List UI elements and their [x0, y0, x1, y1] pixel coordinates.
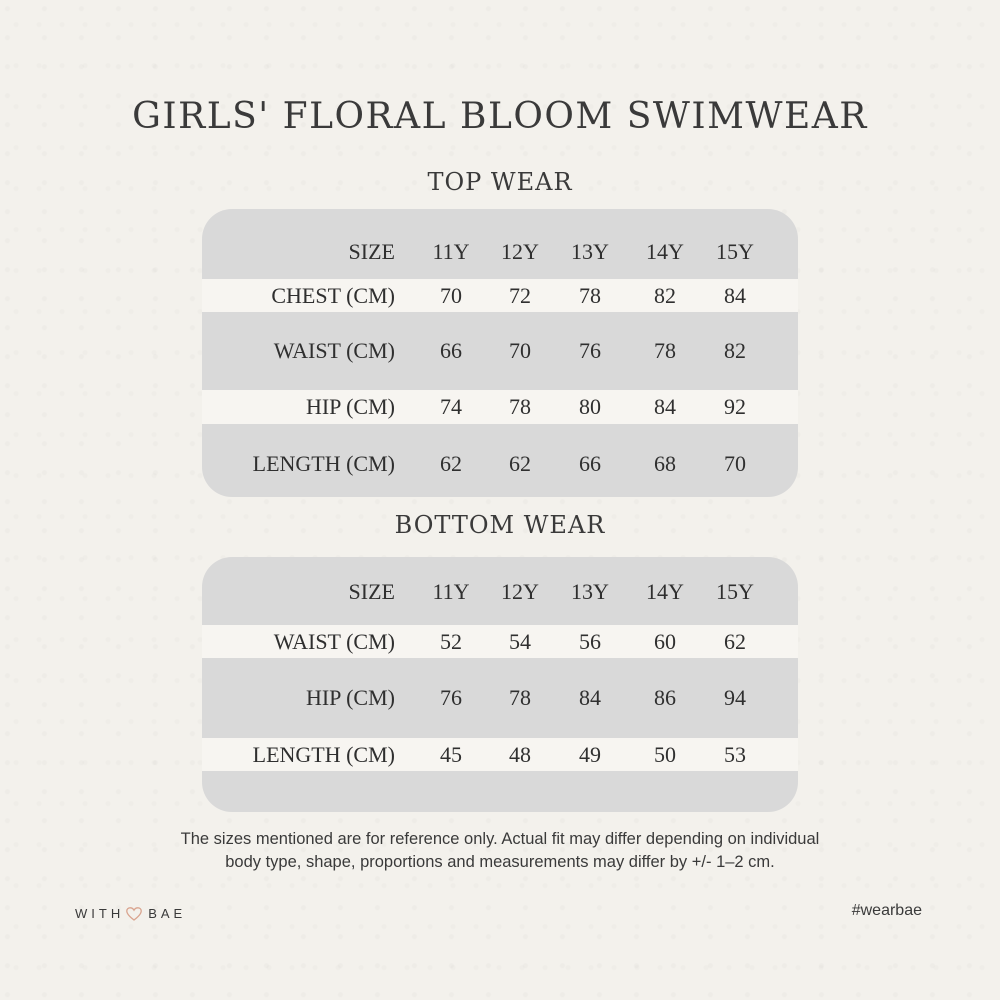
- size-header-cell: 15Y: [716, 579, 754, 604]
- table-cell: 50: [654, 741, 676, 767]
- table-cell: 62: [509, 451, 531, 476]
- table-row: [202, 312, 798, 390]
- size-header-cell: 13Y: [571, 579, 609, 604]
- row-label: WAIST (CM): [273, 628, 395, 654]
- brand-word-left: WITH: [75, 906, 125, 921]
- size-header-cell: 11Y: [432, 579, 470, 604]
- row-label: CHEST (CM): [271, 282, 395, 308]
- hashtag-text: #wearbae: [851, 902, 922, 919]
- table-cell: 53: [724, 741, 746, 767]
- table-cell: 78: [509, 685, 531, 710]
- table-row: [202, 424, 798, 497]
- size-header-cell: 12Y: [501, 239, 539, 264]
- heart-outline-icon: [126, 907, 142, 921]
- row-label: LENGTH (CM): [252, 741, 395, 767]
- size-header-cell: 14Y: [646, 239, 684, 264]
- row-label: HIP (CM): [305, 685, 395, 710]
- row-label: LENGTH (CM): [252, 451, 395, 476]
- size-header-label: SIZE: [348, 579, 395, 604]
- table-cell: 62: [440, 451, 462, 476]
- table-cell: 84: [654, 394, 676, 419]
- table-cell: 82: [654, 282, 676, 308]
- table-row: [202, 658, 798, 738]
- table-cell: 76: [579, 338, 601, 363]
- table-cell: 54: [509, 628, 531, 654]
- table-cell: 80: [579, 394, 601, 419]
- size-header-cell: 14Y: [646, 579, 684, 604]
- brand-word-right: BAE: [148, 906, 187, 921]
- size-header-cell: 13Y: [571, 239, 609, 264]
- table-cell: 56: [579, 628, 601, 654]
- table-cell: 86: [654, 685, 676, 710]
- bottom-wear-heading: BOTTOM WEAR: [394, 511, 606, 539]
- table-cell: 62: [724, 628, 746, 654]
- top-wear-table: [202, 209, 798, 497]
- table-cell: 49: [579, 741, 601, 767]
- table-cell: 84: [579, 685, 601, 710]
- table-cell: 66: [579, 451, 601, 476]
- size-header-cell: 12Y: [501, 579, 539, 604]
- table-cell: 84: [724, 282, 746, 308]
- disclaimer-text: [0, 828, 1000, 874]
- table-cell: 70: [440, 282, 462, 308]
- table-cell: 66: [440, 338, 462, 363]
- row-label: WAIST (CM): [273, 338, 395, 363]
- table-row: [202, 625, 798, 658]
- size-header-cell: 15Y: [716, 239, 754, 264]
- table-row: [202, 390, 798, 424]
- top-wear-heading: TOP WEAR: [427, 168, 573, 196]
- table-row: [202, 279, 798, 312]
- table-cell: 82: [724, 338, 746, 363]
- table-cell: 78: [579, 282, 601, 308]
- table-cell: 76: [440, 685, 462, 710]
- table-cell: 48: [509, 741, 531, 767]
- table-cell: 74: [440, 394, 462, 419]
- bottom-wear-table: [202, 557, 798, 812]
- table-cell: 70: [509, 338, 531, 363]
- table-header-row: [202, 567, 798, 617]
- table-cell: 92: [724, 394, 746, 419]
- table-cell: 78: [654, 338, 676, 363]
- table-cell: 60: [654, 628, 676, 654]
- table-cell: 72: [509, 282, 531, 308]
- size-header-cell: 11Y: [432, 239, 470, 264]
- row-label: HIP (CM): [305, 394, 395, 419]
- table-cell: 45: [440, 741, 462, 767]
- size-header-label: SIZE: [348, 239, 395, 264]
- disclaimer-line: body type, shape, proportions and measurements may differ by +/- 1–2 cm.: [225, 853, 775, 871]
- table-cell: 52: [440, 628, 462, 654]
- table-cell: 68: [654, 451, 676, 476]
- table-cell: 70: [724, 451, 746, 476]
- table-cell: 94: [724, 685, 746, 710]
- disclaimer-line: The sizes mentioned are for reference only. Actual fit may differ depending on individual: [180, 830, 820, 848]
- brand-logo: [75, 906, 186, 921]
- table-cell: 78: [509, 394, 531, 419]
- page-title: GIRLS' FLORAL BLOOM SWIMWEAR: [132, 96, 868, 137]
- table-header-row: [202, 227, 798, 277]
- table-row: [202, 738, 798, 771]
